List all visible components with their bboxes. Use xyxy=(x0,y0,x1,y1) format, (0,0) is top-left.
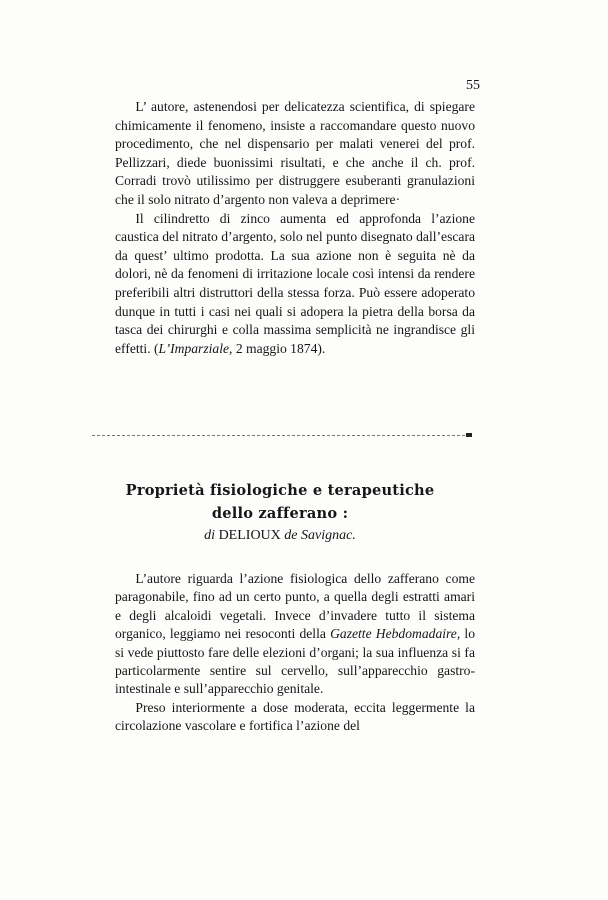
article-2-paragraph-1 xyxy=(115,570,475,699)
article-2-body xyxy=(115,570,475,736)
article-1-body xyxy=(115,98,475,358)
article-2-title-line-2: dello zafferano : xyxy=(211,505,349,522)
article-1-paragraph-1: L’ autore, astenendosi per delicatezza scientifica, di spiegare chimicamente il fenomeno, insiste a raccomandare questo nuovo procedimento, che nel dispensario per malati venerei del prof. Pellizzari, diede buonissimi risultati, e che anche il ch. prof. Corradi trovò utilissimo per distruggere esuberanti granulazioni che il solo nitrato d’argento non valeva a deprimere· xyxy=(115,99,475,207)
article-2-title-line-1: Proprietà fisiologiche e terapeutiche xyxy=(125,482,435,499)
source-date: , 2 maggio 1874). xyxy=(229,340,326,356)
byline-suffix: de Savignac. xyxy=(284,528,356,543)
byline-author: DELIOUX xyxy=(218,528,281,543)
source-journal-name: L’Imparziale xyxy=(158,340,230,356)
article-2-paragraph-1-part-a: L’autore riguarda l’azione fisiologica dello zafferano come paragonabile, fino ad un certo punto, a quella degli estratti amari e degli alcaloidi vegetali. Invece d’invadere tutto il sistema organico, leggiamo nei resoconti della xyxy=(115,571,475,642)
byline-prefix: di xyxy=(204,528,216,543)
article-1-paragraph-2 xyxy=(115,210,475,359)
article-1-paragraph-2-text: Il cilindretto di zinco aumenta ed approfonda l’azione caustica del nitrato d’argento, solo nel punto disegnato dall’escara da quest’ ultimo prodotta. La sua azione non è seguita nè da dolori, nè da fenomeni di irritazione locale così intensi da rendere preferibili altri distruttori della stessa forza. Può essere adoperato dunque in tutti i casi nei quali si adopera la pietra della borsa da tasca dei chirurghi e colla massima semplicità ne ingrandisce gli effetti. ( xyxy=(115,210,475,356)
article-2-paragraph-2: Preso interiormente a dose moderata, eccita leggermente la circolazione vascolare e fortifica l’azione del xyxy=(115,699,475,734)
article-2-byline xyxy=(100,528,460,544)
page-number: 55 xyxy=(466,78,480,93)
cited-journal-name: Gazette Hebdomadaire xyxy=(330,626,457,642)
article-2-paragraph-1-part-b: , lo si vede piuttosto fare delle elezioni d’organi; la sua influenza si fa particolarmente sentire sul cervello, sull’apparecchio gastro-intestinale e sull’apparecchio genitale. xyxy=(115,626,476,697)
section-divider xyxy=(92,435,470,436)
section-divider-end-mark xyxy=(466,433,472,437)
